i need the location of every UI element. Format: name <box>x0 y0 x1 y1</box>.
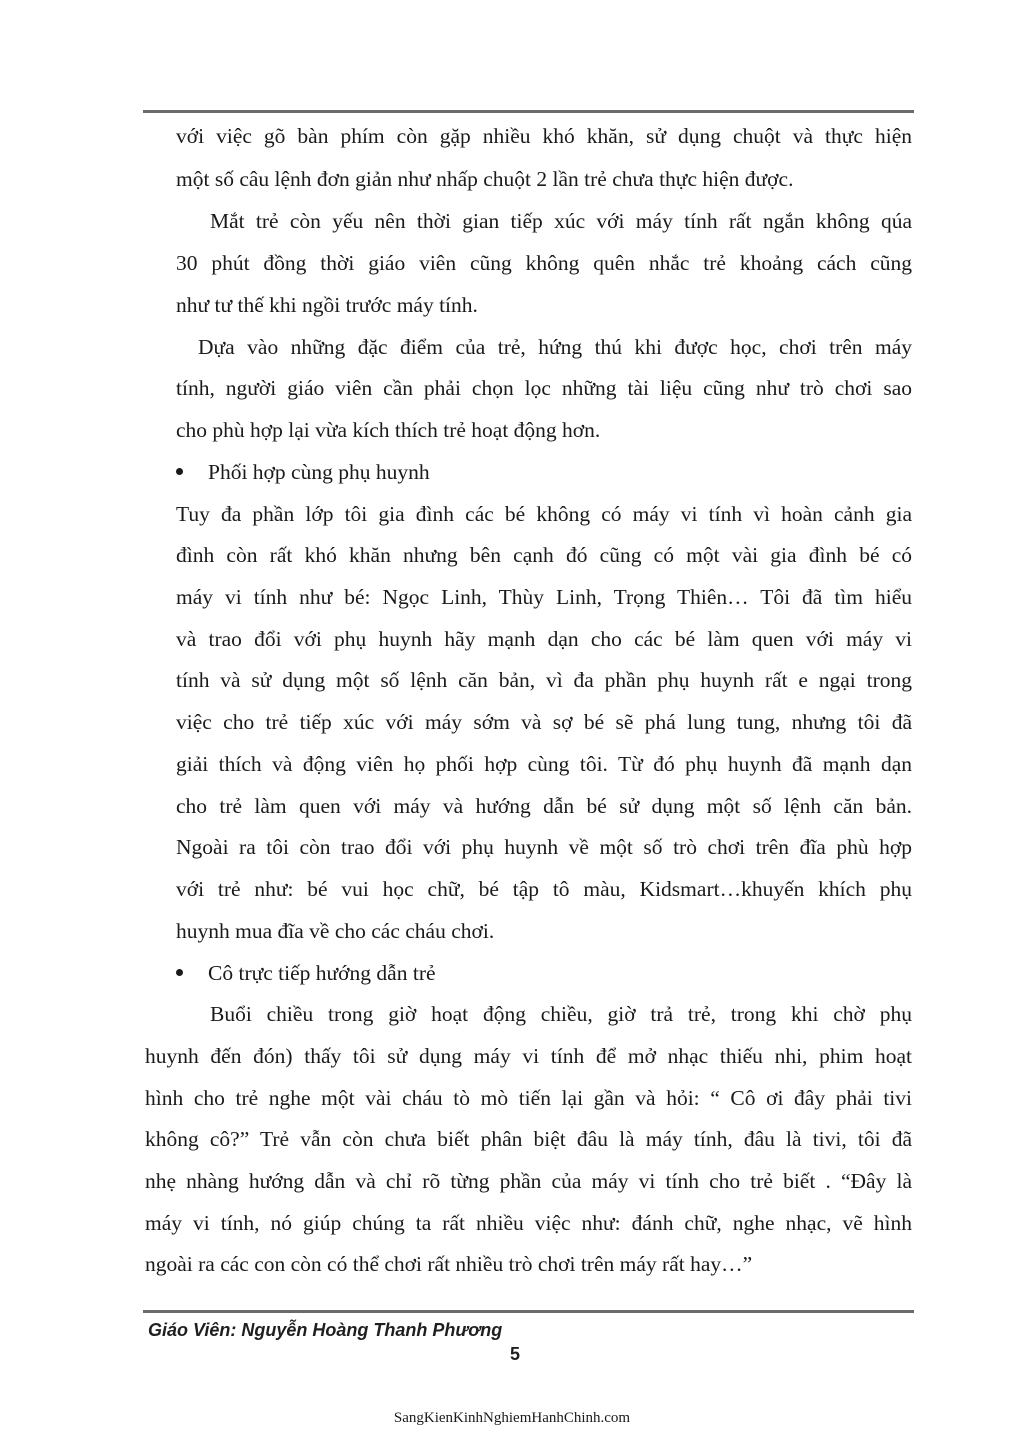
bullet-icon <box>176 468 183 475</box>
body-line-20: huynh mua đĩa về cho các cháu chơi. <box>176 919 495 943</box>
body-line-27: máy vi tính, nó giúp chúng ta rất nhiều việc như: đánh chữ, nghe nhạc, vẽ hình <box>145 1211 912 1235</box>
body-line-25: không cô?” Trẻ vẫn còn chưa biết phân biệt đâu là máy tính, đâu là tivi, tôi đã <box>145 1127 912 1151</box>
bullet-heading-teacher: Cô trực tiếp hướng dẫn trẻ <box>208 961 436 985</box>
body-line-8: cho phù hợp lại vừa kích thích trẻ hoạt động hơn. <box>176 418 601 442</box>
body-line-17: cho trẻ làm quen với máy và hướng dẫn bé sử dụng một số lệnh căn bản. <box>176 794 912 818</box>
body-line-7: tính, người giáo viên cần phải chọn lọc những tài liệu cũng như trò chơi sao <box>176 376 912 400</box>
body-line-11: đình còn rất khó khăn nhưng bên cạnh đó cũng có một vài gia đình bé có <box>176 543 912 567</box>
body-line-5: như tư thế khi ngồi trước máy tính. <box>176 293 478 317</box>
body-line-13: và trao đổi với phụ huynh hãy mạnh dạn cho các bé làm quen với máy vi <box>176 627 912 651</box>
body-line-15: việc cho trẻ tiếp xúc với máy sớm và sợ bé sẽ phá lung tung, nhưng tôi đã <box>176 710 912 734</box>
body-line-3: Mắt trẻ còn yếu nên thời gian tiếp xúc với máy tính rất ngắn không qúa <box>210 209 912 233</box>
body-line-4: 30 phút đồng thời giáo viên cũng không quên nhắc trẻ khoảng cách cũng <box>176 251 912 275</box>
bullet-icon <box>176 969 183 976</box>
footer-rule <box>143 1310 914 1313</box>
body-line-28: ngoài ra các con còn có thể chơi rất nhiều trò chơi trên máy rất hay…” <box>145 1252 753 1276</box>
body-line-14: tính và sử dụng một số lệnh căn bản, vì đa phần phụ huynh rất e ngại trong <box>176 668 912 692</box>
body-line-16: giải thích và động viên họ phối hợp cùng tôi. Từ đó phụ huynh đã mạnh dạn <box>176 752 912 776</box>
body-line-12: máy vi tính như bé: Ngọc Linh, Thùy Linh, Trọng Thiên… Tôi đã tìm hiểu <box>176 585 912 609</box>
body-line-19: với trẻ như: bé vui học chữ, bé tập tô màu, Kidsmart…khuyến khích phụ <box>176 877 912 901</box>
body-line-10: Tuy đa phần lớp tôi gia đình các bé không có máy vi tính vì hoàn cảnh gia <box>176 502 912 526</box>
header-rule <box>143 110 914 113</box>
body-line-23: huynh đến đón) thấy tôi sử dụng máy vi tính để mở nhạc thiếu nhi, phim hoạt <box>145 1044 912 1068</box>
body-line-18: Ngoài ra tôi còn trao đổi với phụ huynh về một số trò chơi trên đĩa phù hợp <box>176 835 912 859</box>
website-watermark: SangKienKinhNghiemHanhChinh.com <box>393 1410 631 1426</box>
body-line-22: Buổi chiều trong giờ hoạt động chiều, giờ trả trẻ, trong khi chờ phụ <box>210 1002 912 1026</box>
page-number: 5 <box>510 1344 521 1364</box>
body-line-2: một số câu lệnh đơn giản như nhấp chuột 2 lần trẻ chưa thực hiện được. <box>176 167 794 191</box>
bullet-heading-parents: Phối hợp cùng phụ huynh <box>208 460 430 484</box>
body-line-1: với việc gõ bàn phím còn gặp nhiều khó khăn, sử dụng chuột và thực hiện <box>176 124 912 148</box>
body-line-24: hình cho trẻ nghe một vài cháu tò mò tiến lại gần và hỏi: “ Cô ơi đây phải tivi <box>145 1086 912 1110</box>
body-line-6: Dựa vào những đặc điểm của trẻ, hứng thú khi được học, chơi trên máy <box>198 335 912 359</box>
footer-teacher-name: Giáo Viên: Nguyễn Hoàng Thanh Phương <box>148 1320 503 1340</box>
body-line-26: nhẹ nhàng hướng dẫn và chỉ rõ từng phần của máy vi tính cho trẻ biết . “Đây là <box>145 1169 912 1193</box>
